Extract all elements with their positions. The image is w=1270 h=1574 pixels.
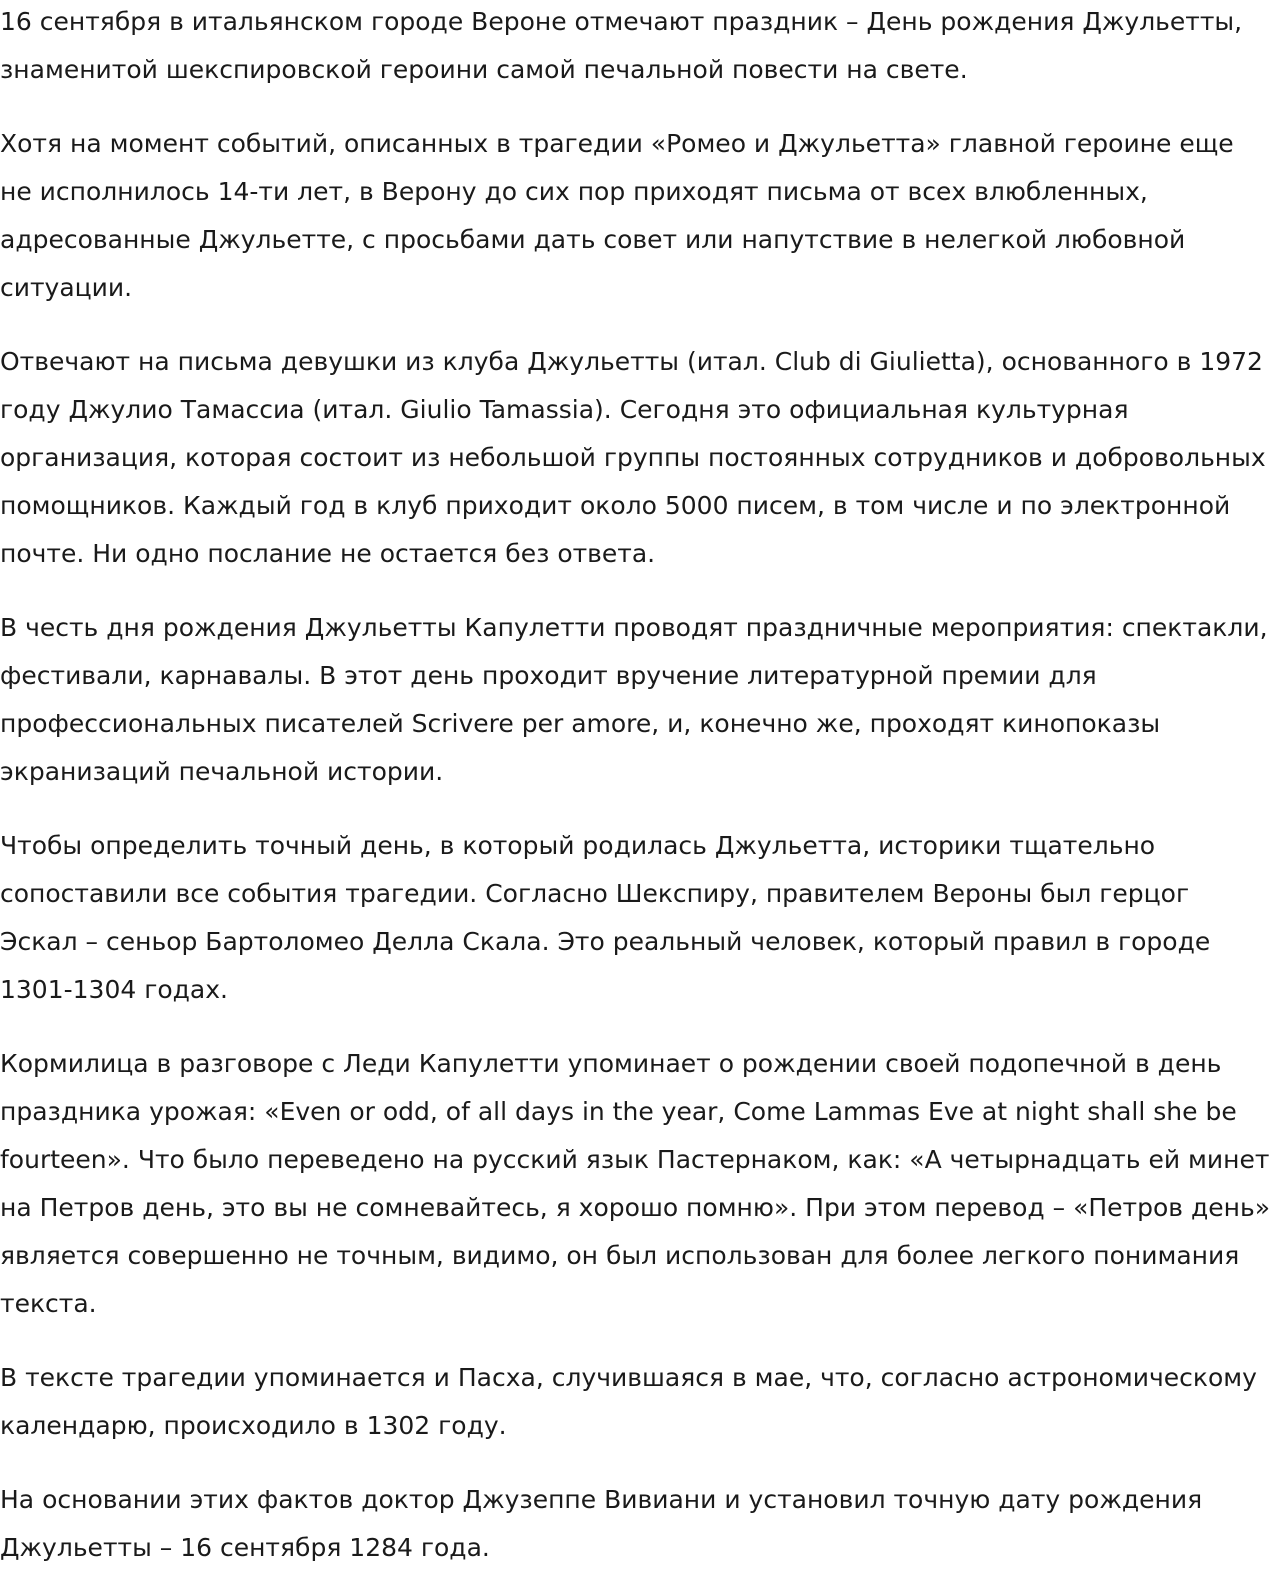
paragraph-easter: В тексте трагедии упоминается и Пасха, случившаяся в мае, что, согласно астрономическому календарю, происходило в 1302 году. (0, 1363, 1257, 1440)
paragraph-club-di-giulietta: Отвечают на письма девушки из клуба Джульетты (итал. Club di Giulietta), основанного в 1972 году Джулио Тамассиа (итал. Giulio Tamassia). Сегодня это официальная культурная организация, которая состоит из небольшой группы постоянных сотрудников и добровольных помощников. Каждый год в клуб приходит около 5000 писем, в том числе и по электронной почте. Ни одно послание не остается без ответа. (0, 347, 1266, 568)
paragraph-letters-to-juliet: Хотя на момент событий, описанных в трагедии «Ромео и Джульетта» главной героине еще не исполнилось 14-ти лет, в Верону до сих пор приходят письма от всех влюбленных, адресованные Джульетте, с просьбами дать совет или напутствие в нелегкой любовной ситуации. (0, 129, 1234, 302)
paragraph-nurse-quote: Кормилица в разговоре с Леди Капулетти упоминает о рождении своей подопечной в день праздника урожая: «Even or odd, of all days in the year, Come Lammas Eve at night shall she be fourteen». Что было переведено на русский язык Пастернаком, как: «А четырнадцать ей минет на Петров день, это вы не сомневайтесь, я хорошо помню». При этом перевод – «Петров день» является совершенно не точным, видимо, он был использован для более легкого понимания текста. (0, 1049, 1270, 1318)
paragraph-conclusion: На основании этих фактов доктор Джузеппе Вивиани и установил точную дату рождения Джульетты – 16 сентября 1284 года. (0, 1485, 1203, 1562)
paragraph-juliet-birthday: 16 сентября в итальянском городе Вероне отмечают праздник – День рождения Джульетты, знаменитой шекспировской героини самой печальной повести на свете. (0, 7, 1243, 84)
paragraph-historians: Чтобы определить точный день, в который родилась Джульетта, историки тщательно сопоставили все события трагедии. Согласно Шекспиру, правителем Вероны был герцог Эскал – сеньор Бартоломео Делла Скала. Это реальный человек, который правил в городе 1301-1304 годах. (0, 831, 1211, 1004)
paragraph-celebrations: В честь дня рождения Джульетты Капулетти проводят праздничные мероприятия: спектакли, фестивали, карнавалы. В этот день проходит вручение литературной премии для профессиональных писателей Scrivere per amore, и, конечно же, проходят кинопоказы экранизаций печальной истории. (0, 613, 1268, 786)
